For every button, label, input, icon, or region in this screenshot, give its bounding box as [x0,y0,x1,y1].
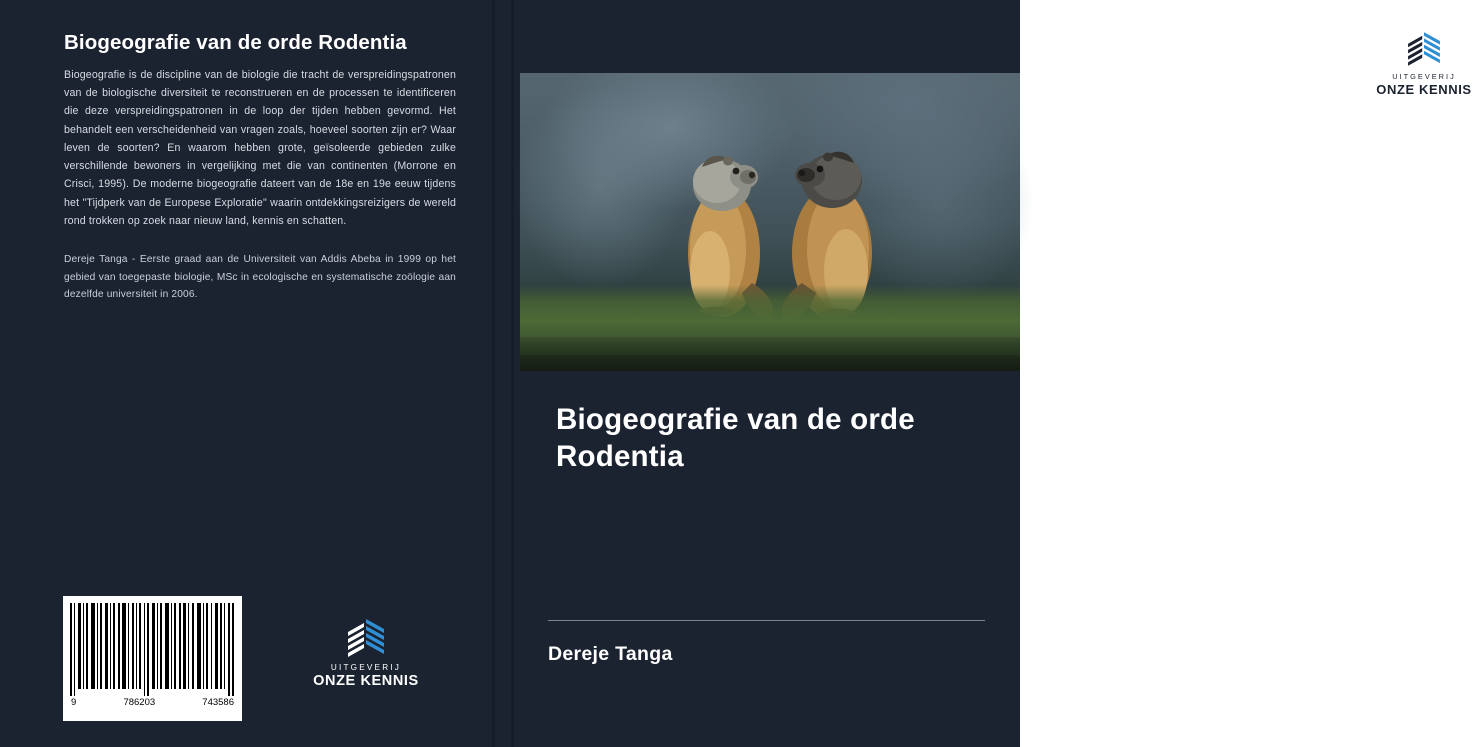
publisher-kicker-front: UITGEVERIJ [1392,72,1456,81]
barcode-digit-group-2: 743586 [202,697,234,708]
front-cover-author: Dereje Tanga [548,643,673,665]
publisher-logo-back [302,617,430,689]
publisher-name-front: ONZE KENNIS [1376,82,1472,97]
photo-ground [520,355,1020,371]
publisher-kicker-back: UITGEVERIJ [330,663,402,672]
barcode-icon [70,603,235,696]
author-bio: Dereje Tanga - Eerste graad aan de Universiteit van Addis Abeba in 1999 op het gebied van toegepaste biologie, MSc in ecologische en systematische zoölogie aan dezelfde universiteit in 2006. [64,254,456,301]
front-cover-title: Biogeografie van de orde Rodentia [556,403,915,474]
back-cover-title: Biogeografie van de orde Rodentia [64,31,407,54]
author-divider [548,620,985,621]
barcode [63,596,242,721]
barcode-digits [70,696,235,708]
book-pages-icon [340,617,392,659]
barcode-digit-group-1: 786203 [123,697,156,708]
back-cover-blurb: Biogeografie is de discipline van de biologie die tracht de verspreidingspatronen van de biologische diversiteit te reconstrueren en de processen te identificeren die deze verspreidingspatronen in de loop der tijden hebben gevormd. Het behandelt een verscheidenheid van vragen zoals, hoeveel soorten zijn er? Waar leven de soorten? En waarom hebben grote, geïsoleerde gebieden zulke verschillende bewoners in vergelijking met die van continenten (Morrone en Crisci, 1995). De moderne biogeografie dateert van de 18e en 19e eeuw tijdens het "Tijdperk van de Europese Exploratie" waarin ontdekkingsreizigers de wereld rond trokken op zoek naar nieuw land, kennis en schatten. [64,69,456,227]
publisher-logo-front [1370,20,1478,105]
publisher-name-back: ONZE KENNIS [313,673,419,689]
barcode-digit-left: 9 [71,697,77,708]
back-cover [0,0,492,747]
book-pages-icon [1401,30,1447,68]
front-cover [514,0,1472,747]
cover-photo [520,73,1020,371]
